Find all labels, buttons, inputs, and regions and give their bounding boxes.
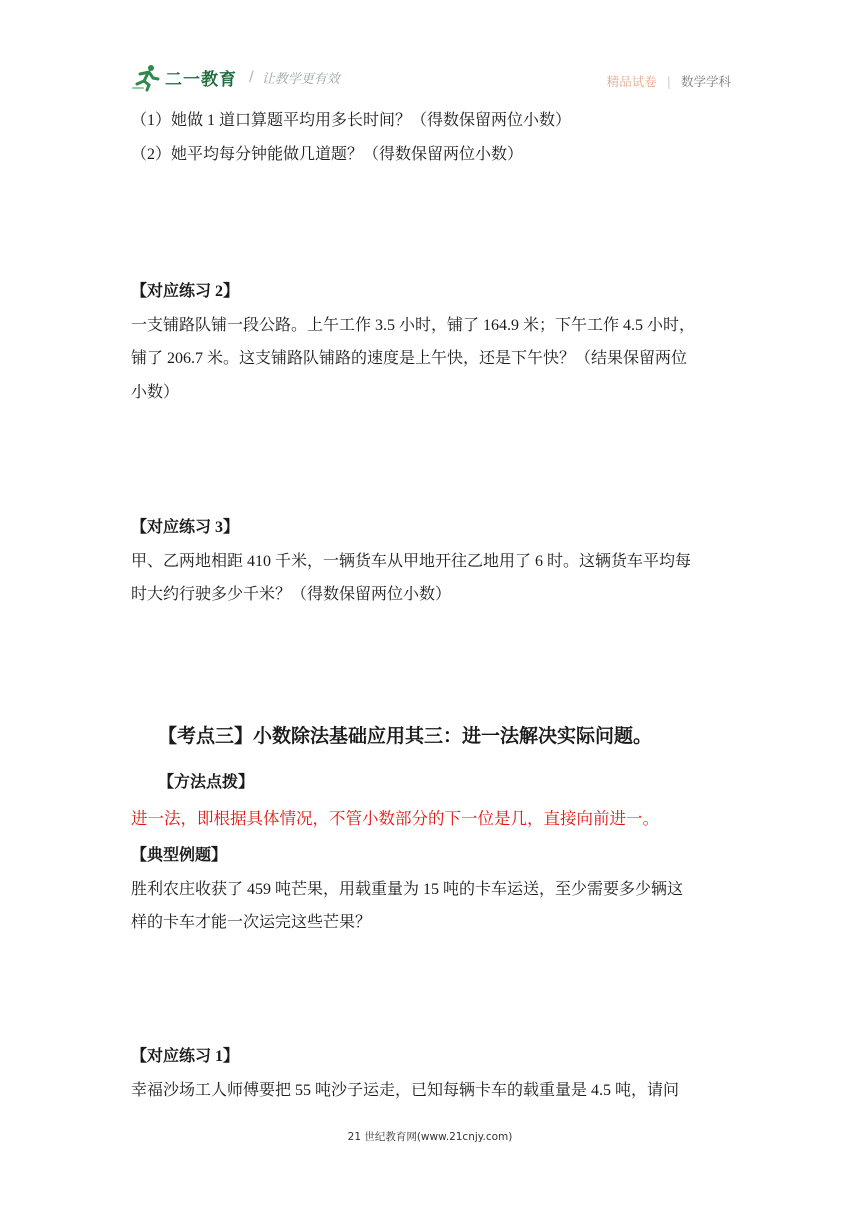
exercise-3-title: 【对应练习 3】 xyxy=(131,519,240,536)
tag-premium: 精品试卷 xyxy=(606,74,657,89)
brand-slogan: 让教学更有效 xyxy=(261,71,340,87)
keypoint-3-heading: 【考点三】小数除法基础应用其三：进一法解决实际问题。 xyxy=(158,725,653,747)
tag-subject: 数学学科 xyxy=(680,74,731,89)
example-line-2: 样的卡车才能一次运完这些芒果？ xyxy=(131,914,372,931)
exercise-1-line-1: 幸福沙场工人师傅要把 55 吨沙子运走，已知每辆卡车的载重量是 4.5 吨，请问 xyxy=(131,1082,680,1099)
brand-logo xyxy=(131,62,340,92)
question-1: （1）她做 1 道口算题平均用多长时间？（得数保留两位小数） xyxy=(131,112,572,129)
slash-divider: / xyxy=(249,69,254,85)
exercise-1-title: 【对应练习 1】 xyxy=(131,1048,240,1065)
header-tags xyxy=(607,72,731,90)
runner-icon xyxy=(131,62,161,92)
example-title: 【典型例题】 xyxy=(131,845,228,864)
exercise-2-title: 【对应练习 2】 xyxy=(131,283,240,300)
method-text: 进一法，即根据具体情况，不管小数部分的下一位是几，直接向前进一。 xyxy=(131,809,659,828)
example-line-1: 胜利农庄收获了 459 吨芒果，用载重量为 15 吨的卡车运送，至少需要多少辆这 xyxy=(131,881,684,898)
question-2: （2）她平均每分钟能做几道题？（得数保留两位小数） xyxy=(131,146,524,163)
page-header xyxy=(131,62,731,96)
exercise-2-line-1: 一支铺路队铺一段公路。上午工作 3.5 小时，铺了 164.9 米；下午工作 4.5 小时， xyxy=(131,317,696,334)
exercise-3-line-2: 时大约行驶多少千米？（得数保留两位小数） xyxy=(131,586,452,603)
brand-name: 二一教育 xyxy=(165,69,237,90)
method-title: 【方法点拨】 xyxy=(158,772,255,791)
exercise-2-line-2: 铺了 206.7 米。这支铺路队铺路的速度是上午快，还是下午快？（结果保留两位 xyxy=(131,350,688,367)
tag-separator: | xyxy=(666,73,671,89)
exercise-3-line-1: 甲、乙两地相距 410 千米，一辆货车从甲地开往乙地用了 6 时。这辆货车平均每 xyxy=(131,553,692,570)
page-footer: 21 世纪教育网(www.21cnjy.com) xyxy=(347,1131,513,1143)
exercise-2-line-3: 小数） xyxy=(131,384,180,401)
